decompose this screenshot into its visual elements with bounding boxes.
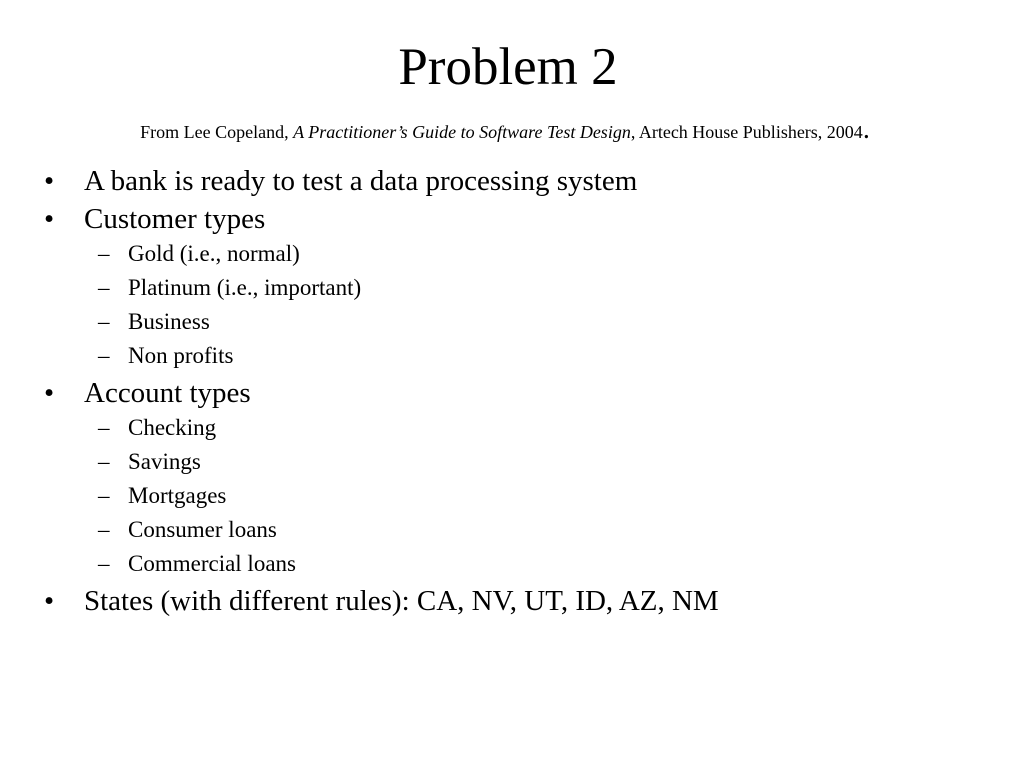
dash-marker: –	[98, 483, 110, 508]
sub-bullet-item	[0, 341, 1000, 375]
sub-bullet-text: Savings	[128, 449, 201, 474]
sub-bullet-text: Commercial loans	[128, 551, 296, 576]
sub-bullet-item	[0, 413, 1000, 447]
bullet-marker: •	[44, 203, 55, 235]
bullet-item	[0, 201, 1000, 239]
bullet-text: States (with different rules): CA, NV, UT, ID, AZ, NM	[84, 585, 719, 617]
dash-marker: –	[98, 343, 110, 368]
bullet-list	[0, 163, 1000, 621]
sub-bullet-text: Business	[128, 309, 210, 334]
dash-marker: –	[98, 551, 110, 576]
bullet-item	[0, 163, 1000, 201]
citation-period: .	[862, 114, 870, 145]
dash-marker: –	[98, 275, 110, 300]
bullet-marker: •	[44, 165, 55, 197]
slide-title: Problem 2	[398, 38, 618, 96]
citation	[0, 114, 1010, 145]
dash-marker: –	[98, 449, 110, 474]
sub-bullet-text: Checking	[128, 415, 217, 440]
dash-marker: –	[98, 415, 110, 440]
dash-marker: –	[98, 309, 110, 334]
sub-bullet-text: Non profits	[128, 343, 234, 368]
sub-bullet-item	[0, 515, 1000, 549]
sub-bullet-item	[0, 447, 1000, 481]
sub-bullet-item	[0, 481, 1000, 515]
dash-marker: –	[98, 517, 110, 542]
sub-bullet-text: Consumer loans	[128, 517, 277, 542]
bullet-item	[0, 375, 1000, 413]
sub-bullet-item	[0, 549, 1000, 583]
citation-prefix: From Lee Copeland,	[140, 122, 294, 142]
dash-marker: –	[98, 241, 110, 266]
citation-suffix: , Artech House Publishers, 2004	[630, 122, 863, 142]
sub-bullet-item	[0, 239, 1000, 273]
bullet-marker: •	[44, 377, 55, 409]
sub-bullet-text: Platinum (i.e., important)	[128, 275, 362, 300]
bullet-item	[0, 583, 1000, 621]
bullet-marker: •	[44, 585, 55, 617]
bullet-text: A bank is ready to test a data processing system	[84, 165, 638, 197]
sub-bullet-item	[0, 307, 1000, 341]
sub-bullet-text: Mortgages	[128, 483, 227, 508]
sub-bullet-item	[0, 273, 1000, 307]
sub-bullet-text: Gold (i.e., normal)	[128, 241, 300, 266]
bullet-text: Customer types	[84, 203, 266, 235]
bullet-text: Account types	[84, 377, 251, 409]
citation-work-title: A Practitioner’s Guide to Software Test Design	[293, 122, 631, 142]
